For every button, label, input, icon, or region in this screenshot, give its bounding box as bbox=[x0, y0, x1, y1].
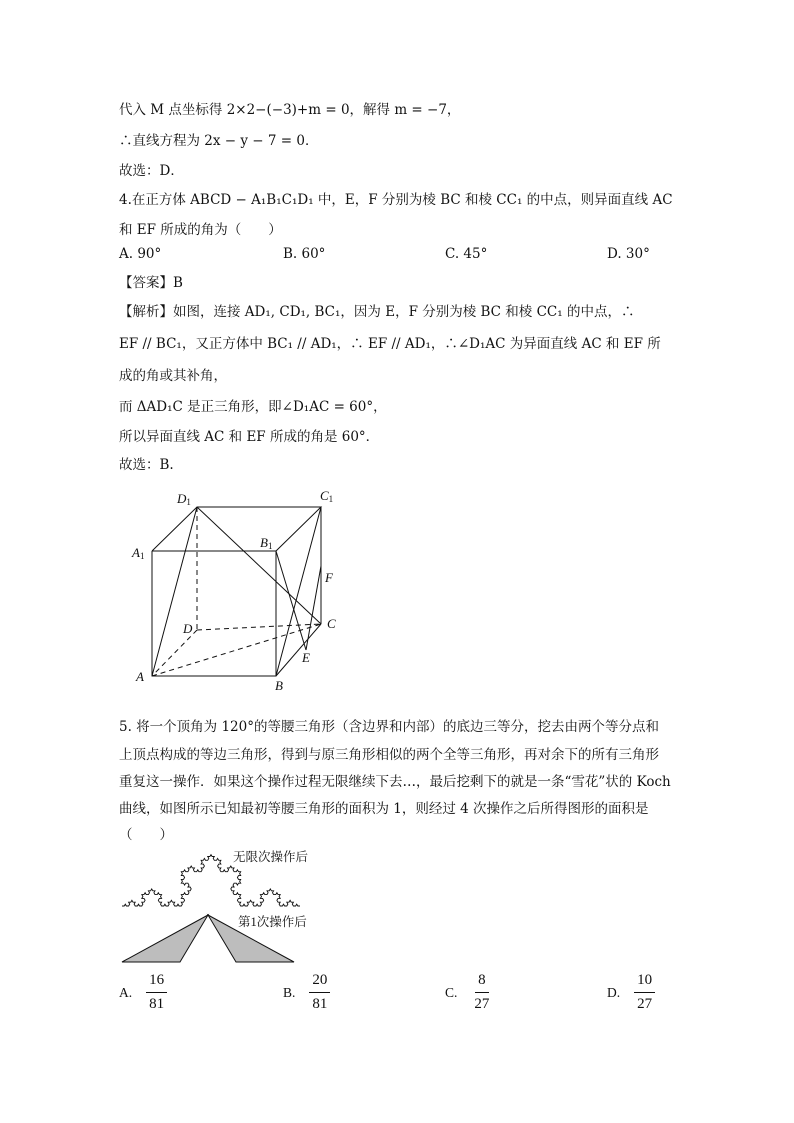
label-d1: D1 bbox=[177, 491, 191, 507]
answer-label: 【答案】B bbox=[119, 275, 183, 291]
q4-option-c: C. 45° bbox=[445, 246, 488, 262]
question-5-line-1: 5. 将一个顶角为 120°的等腰三角形（含边界和内部）的底边三等分，挖去由两个等分点和 bbox=[119, 719, 659, 735]
label-b1: B1 bbox=[260, 535, 273, 551]
label-c: C bbox=[327, 616, 336, 631]
label-e: E bbox=[302, 650, 310, 665]
label-d: D bbox=[183, 621, 193, 636]
label-b: B bbox=[275, 678, 283, 693]
question-5-line-4: 曲线，如图所示已知最初等腰三角形的面积为 1，则经过 4 次操作之后所得图形的面积是 bbox=[119, 801, 649, 817]
question-4-stem-cont: 和 EF 所成的角为（ ） bbox=[119, 222, 282, 238]
analysis-line-4: 而 ΔAD₁C 是正三角形，即∠D₁AC = 60°， bbox=[119, 399, 387, 415]
q5-option-b: B. $\frac{20}{81}$ bbox=[283, 972, 330, 1013]
cube-figure bbox=[130, 485, 350, 695]
label-a: A bbox=[136, 669, 144, 684]
text-line-1: 代入 M 点坐标得 2×2−(−3)+m = 0，解得 m = −7， bbox=[119, 102, 461, 118]
label-c1: C1 bbox=[320, 488, 334, 504]
koch-figure bbox=[118, 843, 358, 968]
q4-option-b: B. 60° bbox=[283, 246, 326, 262]
label-a1: A1 bbox=[132, 545, 145, 561]
question-4-stem: 4.在正方体 ABCD − A₁B₁C₁D₁ 中，E，F 分别为棱 BC 和棱 CC₁ 的中点，则异面直线 AC bbox=[119, 192, 673, 208]
analysis-line-2: EF // BC₁，又正方体中 BC₁ // AD₁，∴ EF // AD₁，∴∠D₁AC 为异面直线 AC 和 EF 所 bbox=[119, 336, 661, 352]
text-line-2: ∴直线方程为 2x − y − 7 = 0． bbox=[119, 133, 319, 149]
q5-option-d: D. $\frac{10}{27}$ bbox=[607, 972, 655, 1013]
analysis-line-5: 所以异面直线 AC 和 EF 所成的角是 60°． bbox=[119, 429, 380, 445]
q5-option-c: C. $\frac{8}{27}$ bbox=[445, 972, 490, 1012]
label-f: F bbox=[325, 570, 333, 585]
q5-option-a: A. $\frac{16}{81}$ bbox=[119, 972, 167, 1013]
q4-option-a: A. 90° bbox=[119, 246, 162, 262]
text-line-3: 故选：D． bbox=[119, 163, 184, 179]
analysis-line-1: 【解析】如图，连接 AD₁, CD₁, BC₁，因为 E，F 分别为棱 BC 和棱 CC₁ 的中点，∴ bbox=[119, 304, 635, 320]
question-5-line-3: 重复这一操作．如果这个操作过程无限继续下去…，最后挖剩下的就是一条“雪花”状的 Koch bbox=[119, 774, 671, 790]
label-first: 第1次操作后 bbox=[238, 915, 307, 929]
analysis-line-6: 故选：B. bbox=[119, 457, 174, 473]
q4-option-d: D. 30° bbox=[607, 246, 650, 262]
label-infinite: 无限次操作后 bbox=[233, 850, 309, 864]
analysis-line-3: 成的角或其补角， bbox=[119, 368, 227, 384]
question-5-line-2: 上顶点构成的等边三角形，得到与原三角形相似的两个全等三角形，再对余下的所有三角形 bbox=[119, 747, 659, 763]
question-5-line-5: （ ） bbox=[119, 827, 173, 843]
